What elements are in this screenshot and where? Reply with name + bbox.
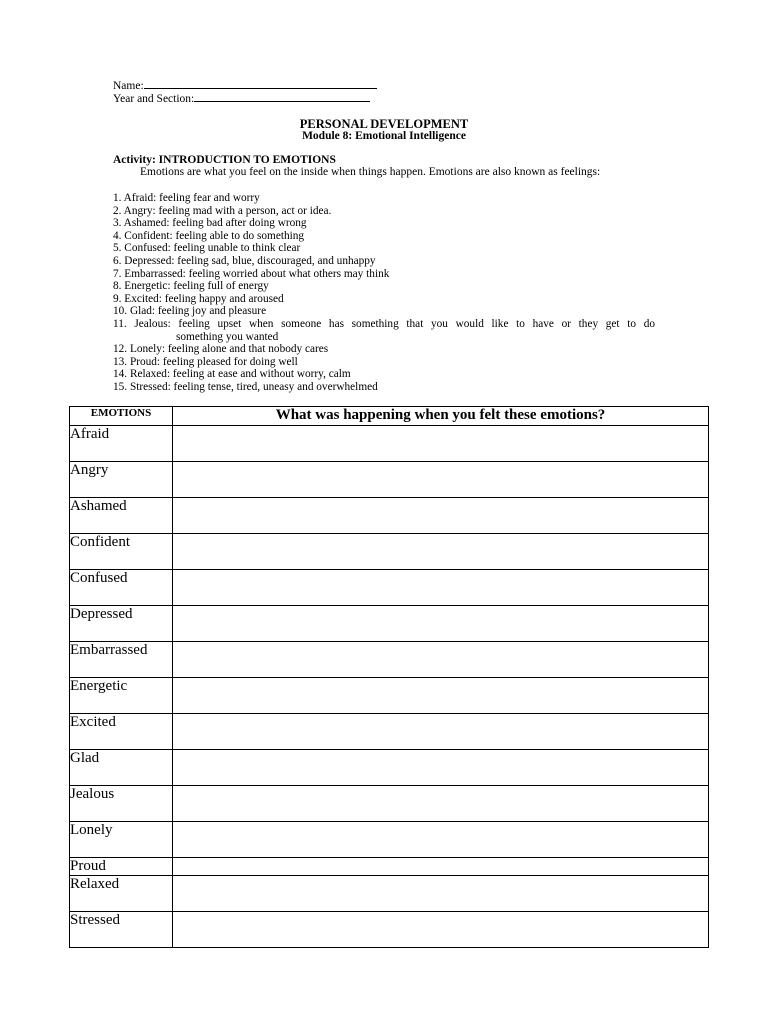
definition-item: 14. Relaxed: feeling at ease and without worry, calm [113,368,351,381]
definition-item: 15. Stressed: feeling tense, tired, uneasy and overwhelmed [113,380,378,393]
emotion-label: Excited [70,714,173,750]
definition-item-continuation: something you wanted [176,330,279,343]
definition-item: 2. Angry: feeling mad with a person, act or idea. [113,204,332,217]
definition-item: 9. Excited: feeling happy and aroused [113,292,284,305]
name-label: Name: [113,80,144,92]
emotion-label: Angry [70,462,173,498]
table-row [70,426,709,462]
definition-item: 3. Ashamed: feeling bad after doing wrong [113,217,307,230]
answer-cell[interactable] [173,498,709,534]
definition-item: 11. Jealous: feeling upset when someone has something that you would like to have or they get to do [113,317,655,330]
year-section-blank [194,91,370,102]
answer-cell[interactable] [173,642,709,678]
emotion-label: Confused [70,570,173,606]
emotion-label: Relaxed [70,876,173,912]
table-row [70,912,709,948]
table-row [70,714,709,750]
emotion-label: Afraid [70,426,173,462]
definition-item: 12. Lonely: feeling alone and that nobody cares [113,343,329,356]
definition-item: 10. Glad: feeling joy and pleasure [113,305,267,318]
table-row [70,822,709,858]
definition-item: 7. Embarrassed: feeling worried about what others may think [113,267,390,280]
emotion-label: Proud [70,858,173,876]
table-row [70,786,709,822]
definition-item: 4. Confident: feeling able to do something [113,229,305,242]
answer-cell[interactable] [173,570,709,606]
table-row [70,750,709,786]
answer-cell[interactable] [173,876,709,912]
subject-title: PERSONAL DEVELOPMENT [299,117,469,131]
activity-intro: Emotions are what you feel on the inside when things happen. Emotions are also known as feelings: [140,166,601,178]
table-row [70,678,709,714]
emotion-label: Stressed [70,912,173,948]
answer-cell[interactable] [173,462,709,498]
emotion-label: Lonely [70,822,173,858]
table-row [70,462,709,498]
emotion-label: Glad [70,750,173,786]
table-header-row [70,407,709,426]
definition-item: 1. Afraid: feeling fear and worry [113,192,260,204]
table-row [70,876,709,912]
activity-heading: Activity: INTRODUCTION TO EMOTIONS [113,154,336,166]
emotion-label: Confident [70,534,173,570]
emotions-table [69,406,709,948]
answer-cell[interactable] [173,786,709,822]
answer-cell[interactable] [173,606,709,642]
table-row [70,570,709,606]
answer-cell[interactable] [173,678,709,714]
definition-item: 8. Energetic: feeling full of energy [113,280,269,293]
happening-column-header: What was happening when you felt these emotions? [173,407,709,426]
year-section-line [113,91,370,106]
definition-item: 13. Proud: feeling pleased for doing well [113,355,298,368]
answer-cell[interactable] [173,426,709,462]
module-title: Module 8: Emotional Intelligence [302,130,466,142]
answer-cell[interactable] [173,858,709,876]
table-row [70,498,709,534]
definition-item: 5. Confused: feeling unable to think clear [113,242,301,255]
answer-cell[interactable] [173,750,709,786]
emotion-label: Depressed [70,606,173,642]
table-row [70,534,709,570]
definition-list [113,192,655,394]
answer-cell[interactable] [173,912,709,948]
answer-cell[interactable] [173,822,709,858]
emotion-label: Ashamed [70,498,173,534]
year-section-label: Year and Section: [113,93,195,105]
table-row [70,606,709,642]
emotion-label: Energetic [70,678,173,714]
name-blank [144,78,377,89]
answer-cell[interactable] [173,714,709,750]
emotion-label: Embarrassed [70,642,173,678]
emotion-label: Jealous [70,786,173,822]
answer-cell[interactable] [173,534,709,570]
emotions-column-header: EMOTIONS [70,407,173,426]
definition-item: 6. Depressed: feeling sad, blue, discouraged, and unhappy [113,254,376,267]
table-row [70,642,709,678]
table-row [70,858,709,876]
